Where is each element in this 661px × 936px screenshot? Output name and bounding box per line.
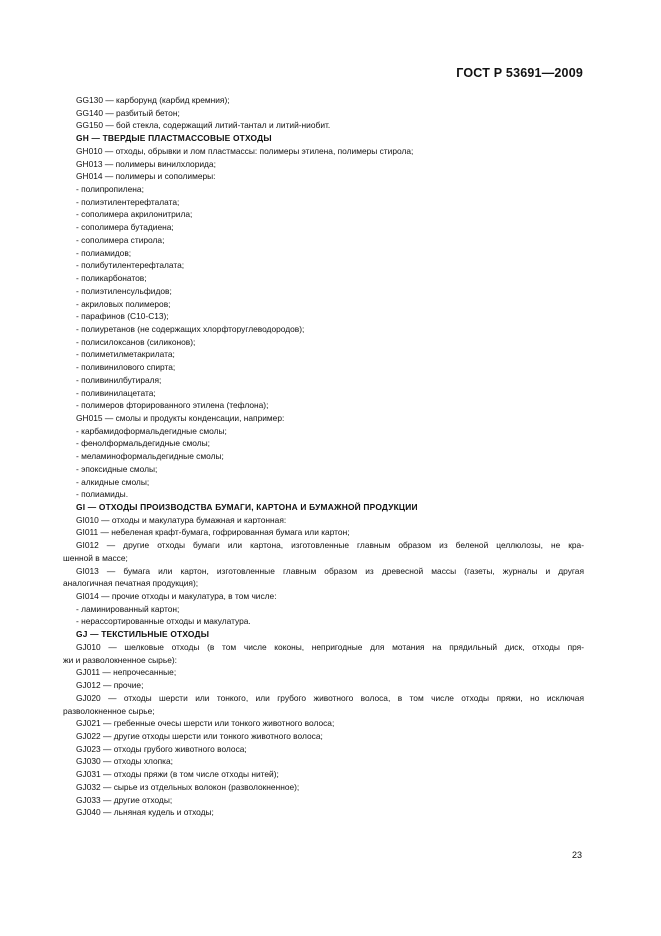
text-line: GJ012 — прочие; bbox=[76, 680, 144, 691]
text-line: - поливинилбутираля; bbox=[76, 374, 162, 385]
text-line: - ламинированный картон; bbox=[76, 603, 180, 614]
text-line: GJ032 — сырье из отдельных волокон (разволокненное); bbox=[76, 781, 300, 792]
text-line: GJ022 — другие отходы шерсти или тонкого животного волоса; bbox=[76, 730, 323, 741]
text-line: - полиамиды. bbox=[76, 489, 129, 500]
text-line: GJ033 — другие отходы; bbox=[76, 794, 173, 805]
text-line-continuation: разволокненное сырье; bbox=[63, 705, 155, 716]
text-line: GH014 — полимеры и сополимеры: bbox=[76, 171, 216, 182]
text-line: GI014 — прочие отходы и макулатура, в том числе: bbox=[76, 591, 277, 602]
text-line: - полиуретанов (не содержащих хлорфторуглеводородов); bbox=[76, 323, 305, 334]
text-line: - сополимера бутадиена; bbox=[76, 222, 174, 233]
text-line: GI012 — другие отходы бумаги или картона, изготовленные главным образом из беленой целлюлозы, не кра- bbox=[76, 540, 584, 551]
text-line-continuation: шенной в массе; bbox=[63, 552, 128, 563]
text-line: - полимеров фторированного этилена (тефлона); bbox=[76, 400, 269, 411]
text-line: - полиэтилентерефталата; bbox=[76, 196, 180, 207]
text-line: GJ040 — льняная кудель и отходы; bbox=[76, 807, 214, 818]
text-line: GG130 — карборунд (карбид кремния); bbox=[76, 95, 230, 105]
text-line: - фенолформальдегидные смолы; bbox=[76, 438, 210, 449]
text-line: - карбамидоформальдегидные смолы; bbox=[76, 425, 227, 436]
text-line: - меламиноформальдегидные смолы; bbox=[76, 451, 224, 462]
section-heading: GI — ОТХОДЫ ПРОИЗВОДСТВА БУМАГИ, КАРТОНА И БУМАЖНОЙ ПРОДУКЦИИ bbox=[76, 502, 418, 512]
text-line: GJ031 — отходы пряжи (в том числе отходы нитей); bbox=[76, 769, 279, 780]
text-line: GJ030 — отходы хлопка; bbox=[76, 756, 174, 767]
text-line: GJ021 — гребенные очесы шерсти или тонкого животного волоса; bbox=[76, 718, 335, 729]
text-line: - поликарбонатов; bbox=[76, 273, 147, 284]
text-line: GG150 — бой стекла, содержащий литий-тантал и литий-ниобит. bbox=[76, 120, 331, 131]
text-line: - сополимера акрилонитрила; bbox=[76, 209, 193, 220]
text-line: - парафинов (C10-C13); bbox=[76, 311, 169, 322]
text-line: - акриловых полимеров; bbox=[76, 298, 171, 309]
text-line: - полиэтиленсульфидов; bbox=[76, 285, 172, 296]
text-line: GG140 — разбитый бетон; bbox=[76, 107, 180, 118]
text-line: GI010 — отходы и макулатура бумажная и картонная: bbox=[76, 514, 287, 525]
text-line: - поливинилацетата; bbox=[76, 387, 156, 398]
text-line: GJ011 — непрочесанные; bbox=[76, 667, 177, 678]
text-line: GI013 — бумага или картон, изготовленные главным образом из древесной массы (газеты, журналы и другая bbox=[76, 565, 584, 576]
text-line: - полипропилена; bbox=[76, 184, 144, 195]
text-line: - полиамидов; bbox=[76, 247, 132, 258]
text-line: GJ020 — отходы шерсти или тонкого, или грубого животного волоса, в том числе отходы пряжи, но исключая bbox=[76, 692, 584, 703]
document-header: ГОСТ Р 53691—2009 bbox=[456, 66, 583, 80]
text-line: GJ023 — отходы грубого животного волоса; bbox=[76, 743, 247, 754]
text-line: - полибутилентерефталата; bbox=[76, 260, 185, 271]
text-line: - полиметилметакрилата; bbox=[76, 349, 175, 360]
text-line: - полисилоксанов (силиконов); bbox=[76, 336, 196, 347]
text-line: GH013 — полимеры винилхлорида; bbox=[76, 158, 216, 169]
text-line: GI011 — небеленая крафт-бумага, гофрированная бумага или картон; bbox=[76, 527, 350, 538]
text-line: - поливинилового спирта; bbox=[76, 362, 176, 373]
section-heading: GH — ТВЕРДЫЕ ПЛАСТМАССОВЫЕ ОТХОДЫ bbox=[76, 133, 272, 144]
section-heading: GJ — ТЕКСТИЛЬНЫЕ ОТХОДЫ bbox=[76, 629, 210, 640]
page-number: 23 bbox=[571, 850, 582, 860]
text-line: - нерассортированные отходы и макулатура. bbox=[76, 616, 251, 627]
text-line: - сополимера стирола; bbox=[76, 234, 165, 245]
text-line: - алкидные смолы; bbox=[76, 476, 150, 487]
text-line: GH015 — смолы и продукты конденсации, например: bbox=[76, 412, 285, 423]
text-line-continuation: жи и разволокненное сырье): bbox=[63, 654, 177, 665]
text-line-continuation: аналогичная печатная продукция); bbox=[63, 578, 199, 589]
document-body bbox=[63, 94, 584, 819]
text-line: - эпоксидные смолы; bbox=[76, 463, 158, 474]
text-line: GH010 — отходы, обрывки и лом пластмассы: полимеры этилена, полимеры стирола; bbox=[76, 145, 414, 156]
text-line: GJ010 — шелковые отходы (в том числе коконы, непригодные для мотания на прядильный диск, отходы пря- bbox=[76, 641, 584, 652]
